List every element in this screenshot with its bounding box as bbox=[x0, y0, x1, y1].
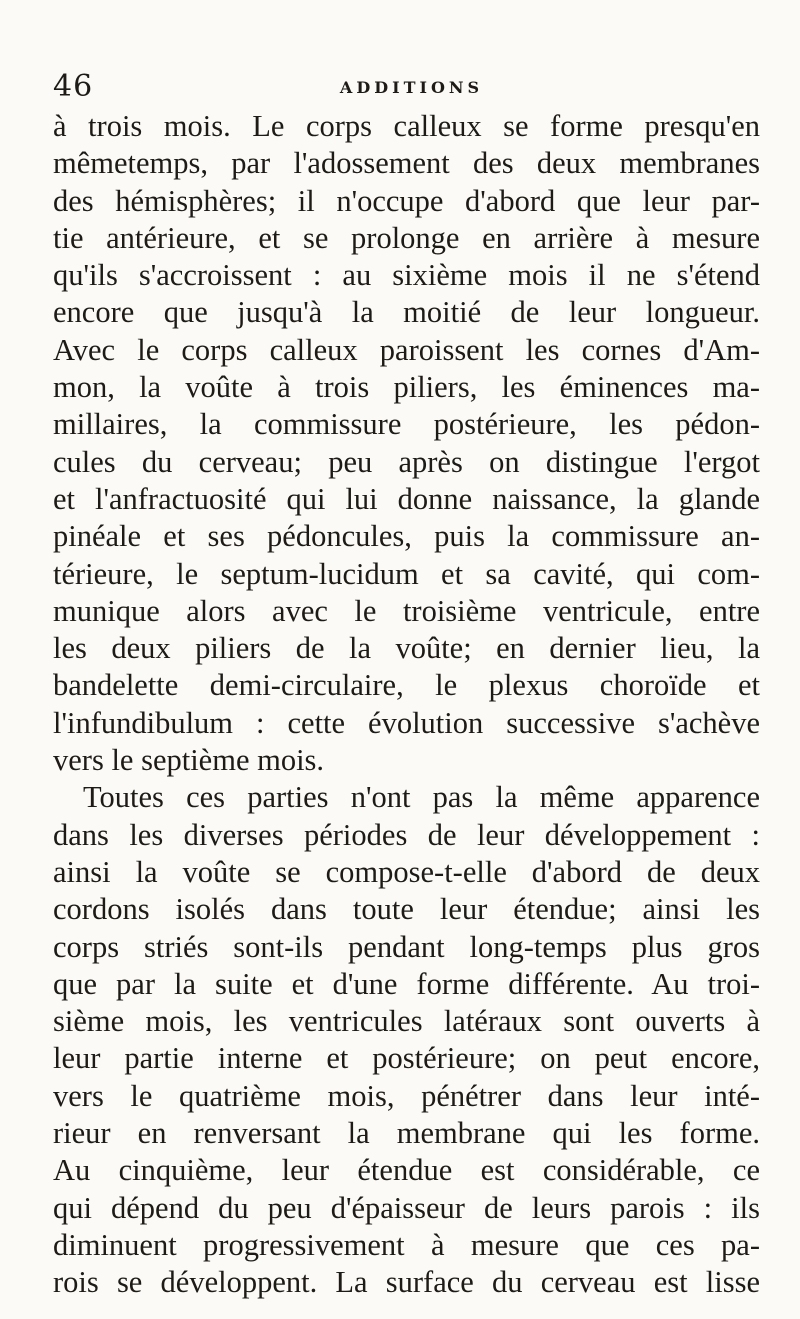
text-line: pinéale et ses pédoncules, puis la commissure an- bbox=[53, 519, 760, 554]
text-line: ainsi la voûte se compose-t-elle d'abord de deux bbox=[53, 854, 760, 889]
text-line: les deux piliers de la voûte; en dernier lieu, la bbox=[53, 631, 760, 666]
text-line: sième mois, les ventricules latéraux sont ouverts à bbox=[53, 1004, 760, 1039]
text-line: et l'anfractuosité qui lui donne naissance, la glande bbox=[53, 481, 760, 516]
text-line: Avec le corps calleux paroissent les cornes d'Am- bbox=[53, 332, 760, 367]
text-line: l'infundibulum : cette évolution successive s'achève bbox=[53, 705, 760, 740]
text-line: dans les diverses périodes de leur développement : bbox=[53, 817, 760, 852]
page-number: 46 bbox=[53, 69, 94, 104]
text-line: à trois mois. Le corps calleux se forme presqu'en bbox=[53, 109, 760, 143]
text-line: térieure, le septum-lucidum et sa cavité, qui com- bbox=[53, 556, 760, 591]
text-line: diminuent progressivement à mesure que ces pa- bbox=[53, 1227, 760, 1262]
text-line-paragraph-start: Toutes ces parties n'ont pas la même apparence bbox=[83, 780, 760, 815]
text-line: millaires, la commissure postérieure, les pédon- bbox=[53, 407, 760, 442]
text-line: mon, la voûte à trois piliers, les éminences ma- bbox=[53, 370, 760, 405]
text-line: rieur en renversant la membrane qui les forme. bbox=[53, 1116, 760, 1151]
text-line-paragraph-end: vers le septième mois. bbox=[53, 743, 325, 778]
text-line: corps striés sont-ils pendant long-temps plus gros bbox=[53, 929, 760, 964]
text-line: bandelette demi-circulaire, le plexus choroïde et bbox=[53, 668, 760, 703]
text-line: vers le quatrième mois, pénétrer dans leur inté- bbox=[53, 1078, 760, 1113]
text-line: cordons isolés dans toute leur étendue; ainsi les bbox=[53, 892, 760, 927]
text-line: que par la suite et d'une forme différente. Au troi- bbox=[53, 966, 760, 1001]
text-line: rois se développent. La surface du cerveau est lisse bbox=[53, 1265, 760, 1300]
text-line: leur partie interne et postérieure; on peut encore, bbox=[53, 1041, 760, 1076]
text-line: qu'ils s'accroissent : au sixième mois il ne s'étend bbox=[53, 258, 760, 293]
body-text bbox=[53, 108, 760, 1302]
text-line: tie antérieure, et se prolonge en arrière à mesure bbox=[53, 220, 760, 255]
text-line: Au cinquième, leur étendue est considérable, ce bbox=[53, 1153, 760, 1188]
text-line: cules du cerveau; peu après on distingue l'ergot bbox=[53, 444, 760, 479]
text-line: des hémisphères; il n'occupe d'abord que leur par- bbox=[53, 183, 760, 218]
text-line: mêmetemps, par l'adossement des deux membranes bbox=[53, 146, 760, 181]
text-line: munique alors avec le troisième ventricule, entre bbox=[53, 593, 760, 628]
running-head bbox=[53, 70, 760, 104]
text-line: qui dépend du peu d'épaisseur de leurs parois : ils bbox=[53, 1190, 760, 1225]
text-line: encore que jusqu'à la moitié de leur longueur. bbox=[53, 295, 760, 330]
running-title: ADDITIONS bbox=[339, 78, 484, 97]
